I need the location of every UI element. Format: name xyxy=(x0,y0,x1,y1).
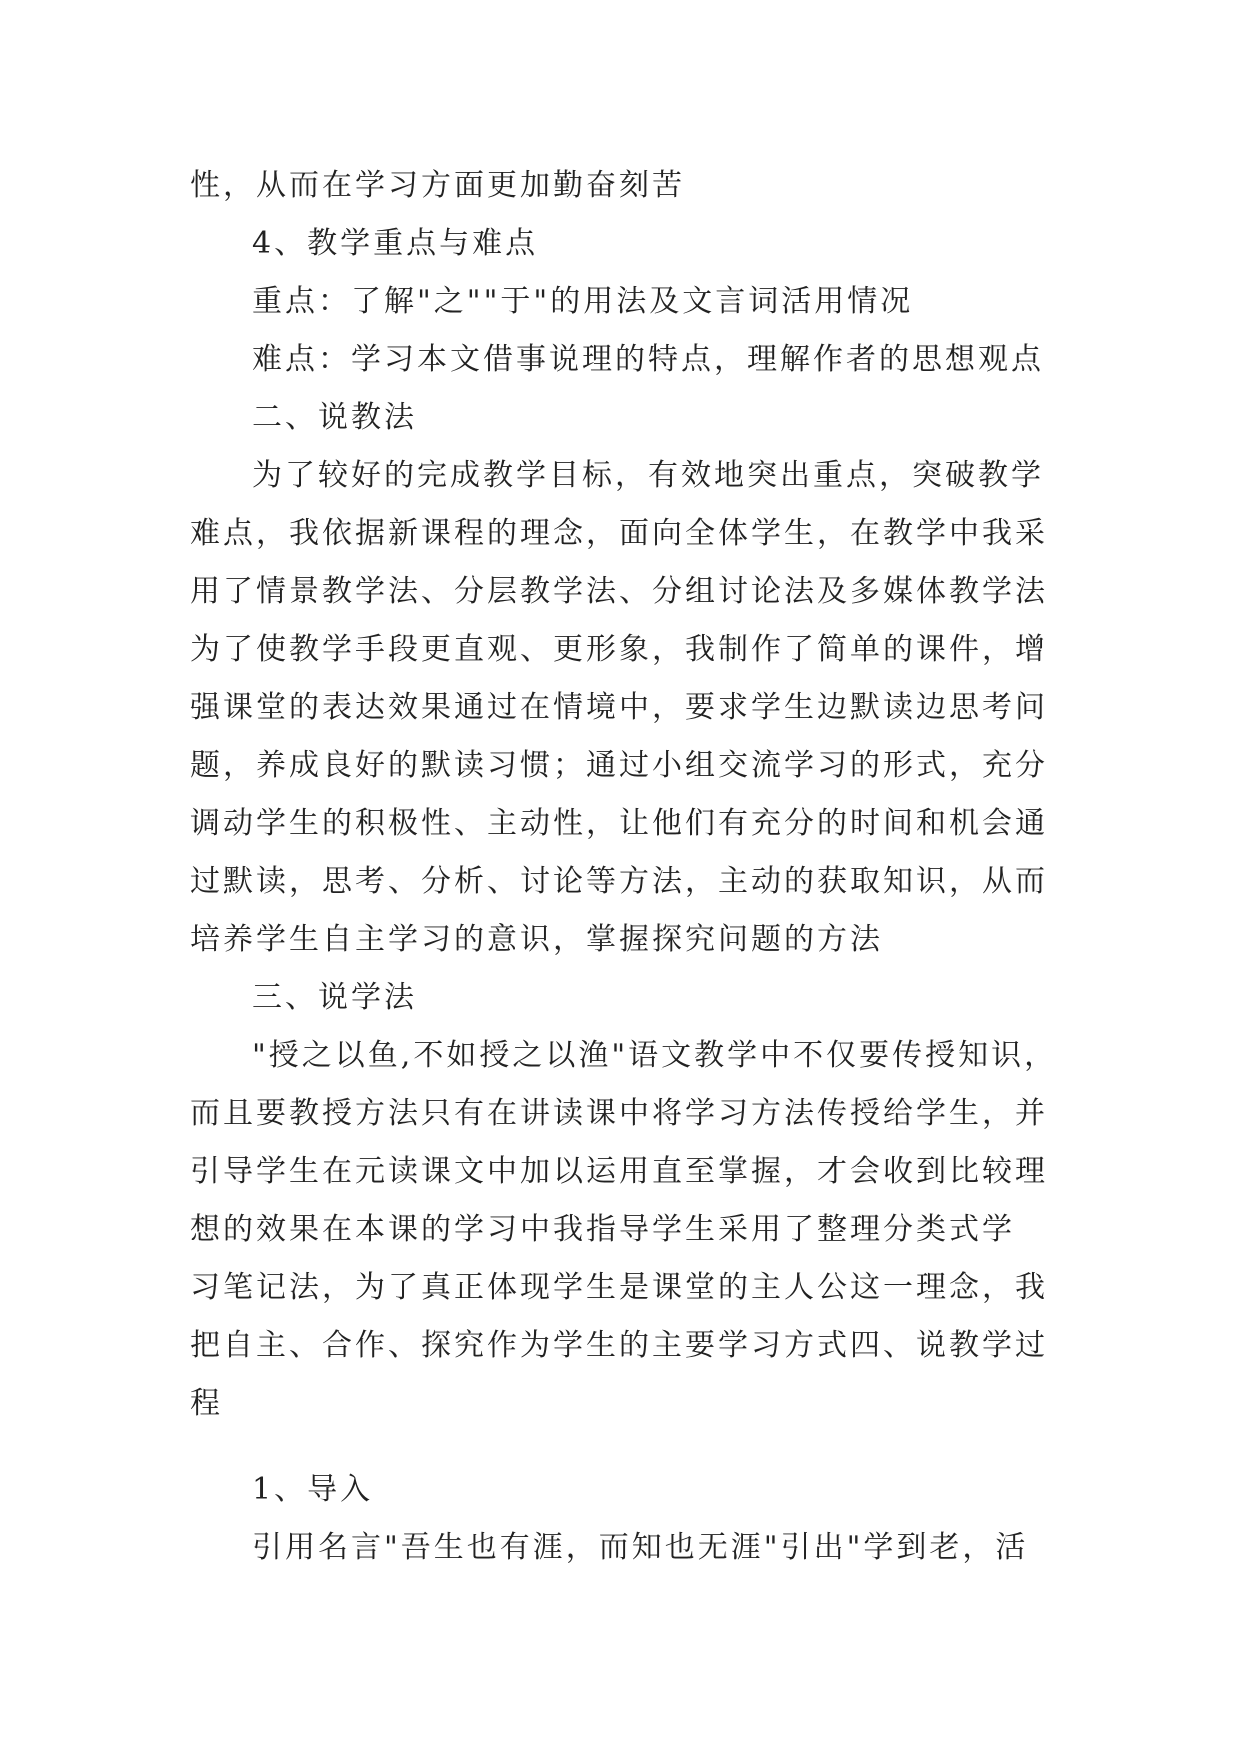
section-heading: 三、说学法 xyxy=(252,980,417,1015)
paragraph-line: 难点，我依据新课程的理念，面向全体学生，在教学中我采 xyxy=(190,516,1048,551)
paragraph-spacer xyxy=(190,1433,1060,1461)
paragraph-line: 培养学生自主学习的意识，掌握探究问题的方法 xyxy=(190,922,883,957)
paragraph-line: 为了较好的完成教学目标，有效地突出重点，突破教学 xyxy=(252,458,1044,493)
paragraph-line: 想的效果在本课的学习中我指导学生采用了整理分类式学 xyxy=(190,1212,1015,1247)
paragraph-line: 性，从而在学习方面更加勤奋刻苦 xyxy=(190,168,685,203)
paragraph-line: 引导学生在元读课文中加以运用直至掌握，才会收到比较理 xyxy=(190,1154,1048,1189)
paragraph-line: 程 xyxy=(190,1386,223,1421)
paragraph-line: 习笔记法，为了真正体现学生是课堂的主人公这一理念，我 xyxy=(190,1270,1048,1305)
paragraph-line: 调动学生的积极性、主动性，让他们有充分的时间和机会通 xyxy=(190,806,1048,841)
section-heading: 二、说教法 xyxy=(252,400,417,435)
paragraph-line: 用了情景教学法、分层教学法、分组讨论法及多媒体教学法 xyxy=(190,574,1048,609)
paragraph-line: 引用名言"吾生也有涯，而知也无涯"引出"学到老，活 xyxy=(252,1530,1029,1565)
paragraph-line: 把自主、合作、探究作为学生的主要学习方式四、说教学过 xyxy=(190,1328,1048,1363)
paragraph-line: 重点：了解"之""于"的用法及文言词活用情况 xyxy=(252,284,914,319)
paragraph-line: 过默读，思考、分析、讨论等方法，主动的获取知识，从而 xyxy=(190,864,1048,899)
body-text xyxy=(190,157,1060,1577)
section-heading: 1、导入 xyxy=(252,1472,374,1507)
paragraph-line: "授之以鱼,不如授之以渔"语文教学中不仅要传授知识， xyxy=(252,1038,1058,1073)
paragraph-line: 为了使教学手段更直观、更形象，我制作了简单的课件，增 xyxy=(190,632,1048,667)
paragraph-line: 题，养成良好的默读习惯；通过小组交流学习的形式，充分 xyxy=(190,748,1048,783)
section-heading: 4、教学重点与难点 xyxy=(252,226,539,261)
paragraph-line: 难点：学习本文借事说理的特点，理解作者的思想观点 xyxy=(252,342,1044,377)
paragraph-line: 强课堂的表达效果通过在情境中，要求学生边默读边思考问 xyxy=(190,690,1048,725)
paragraph-line: 而且要教授方法只有在讲读课中将学习方法传授给学生，并 xyxy=(190,1096,1048,1131)
